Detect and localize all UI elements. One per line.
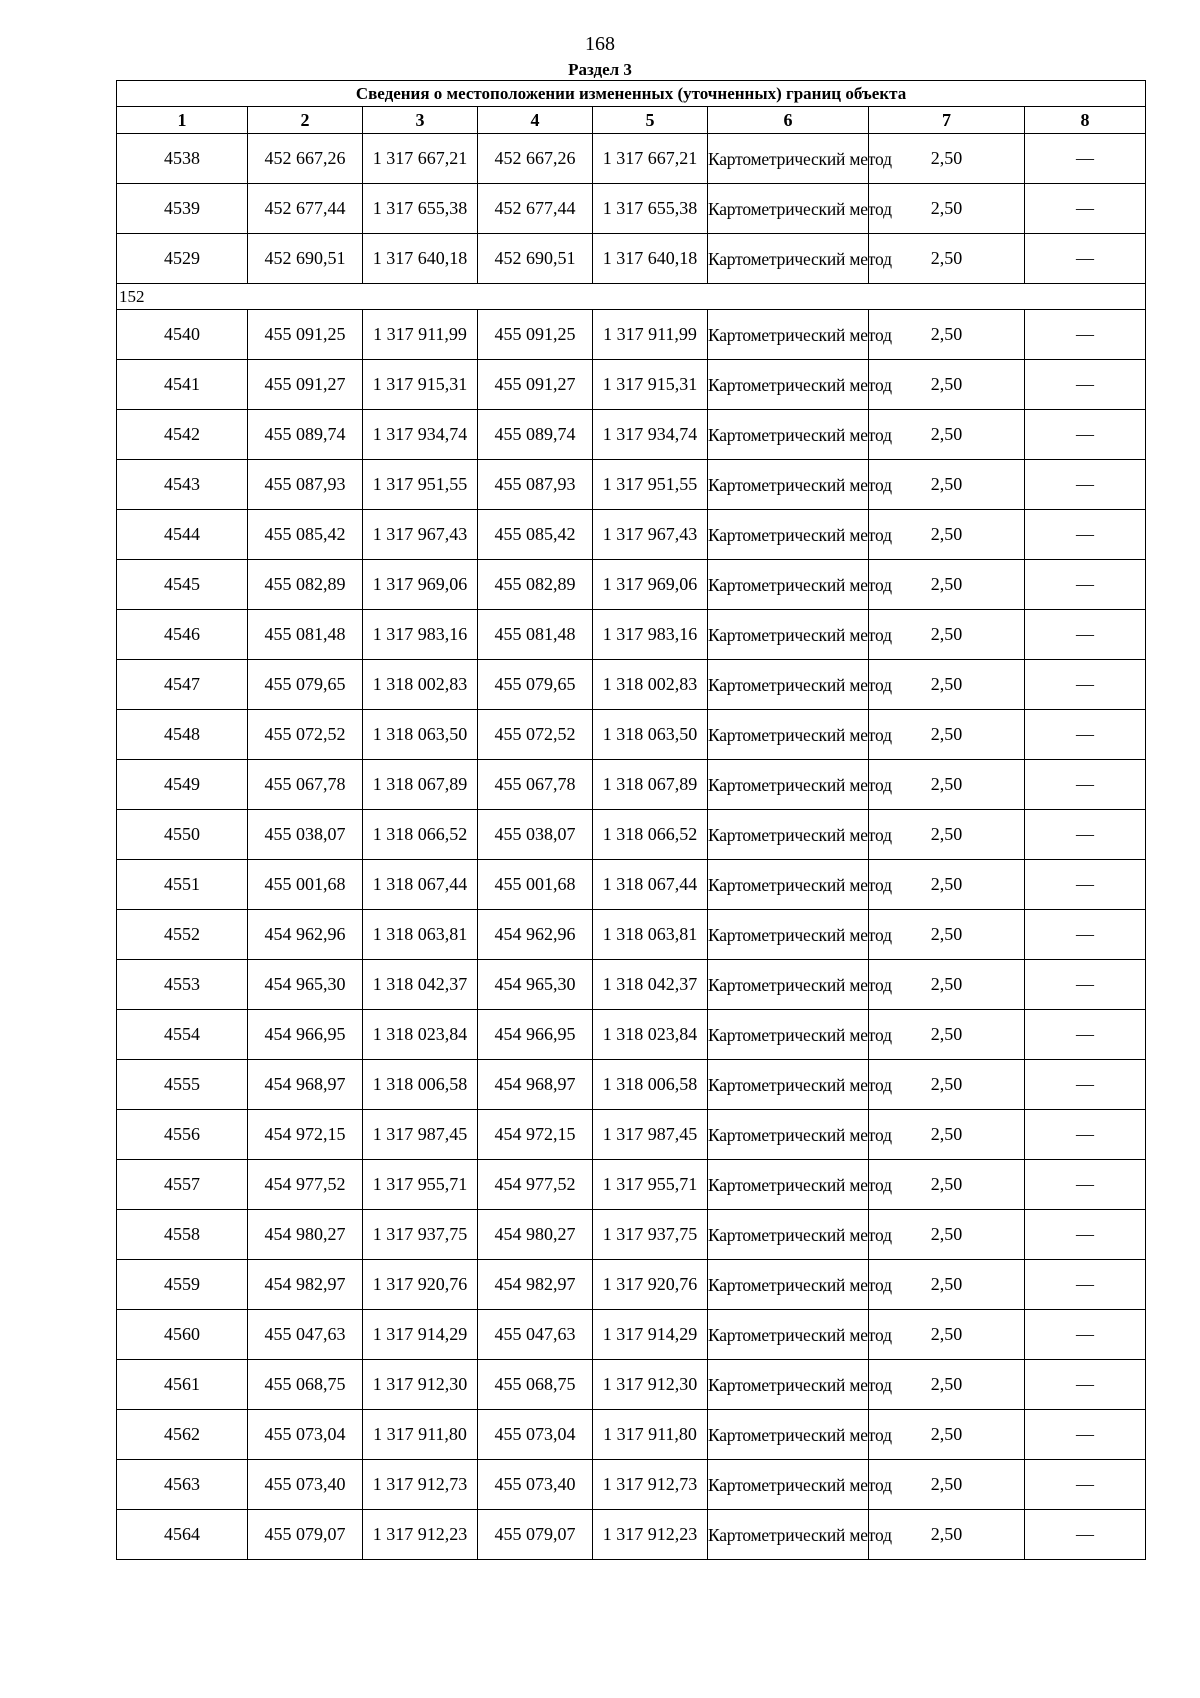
table-row (117, 1360, 1146, 1410)
table-row (117, 910, 1146, 960)
accuracy-cell: 2,50 (869, 234, 1025, 284)
y-new-cell: 1 317 914,29 (593, 1310, 708, 1360)
x-existing-cell: 455 001,68 (248, 860, 363, 910)
table-row (117, 1260, 1146, 1310)
method-cell: Картометрический метод (708, 710, 869, 760)
x-new-cell: 455 038,07 (478, 810, 593, 860)
y-new-cell: 1 317 911,99 (593, 310, 708, 360)
method-cell: Картометрический метод (708, 1260, 869, 1310)
x-existing-cell: 455 047,63 (248, 1310, 363, 1360)
method-cell: Картометрический метод (708, 134, 869, 184)
point-number-cell: 4553 (117, 960, 248, 1010)
y-existing-cell: 1 318 067,44 (363, 860, 478, 910)
accuracy-cell: 2,50 (869, 910, 1025, 960)
y-new-cell: 1 317 912,73 (593, 1460, 708, 1510)
y-new-cell: 1 317 920,76 (593, 1260, 708, 1310)
method-cell: Картометрический метод (708, 860, 869, 910)
y-existing-cell: 1 317 934,74 (363, 410, 478, 460)
table-row (117, 1510, 1146, 1560)
column-header: 8 (1025, 107, 1146, 134)
accuracy-cell: 2,50 (869, 310, 1025, 360)
description-cell: — (1025, 1460, 1146, 1510)
method-cell: Картометрический метод (708, 1460, 869, 1510)
y-new-cell: 1 318 067,89 (593, 760, 708, 810)
x-new-cell: 452 667,26 (478, 134, 593, 184)
y-existing-cell: 1 317 912,73 (363, 1460, 478, 1510)
point-number-cell: 4559 (117, 1260, 248, 1310)
y-existing-cell: 1 317 983,16 (363, 610, 478, 660)
table-row (117, 184, 1146, 234)
x-existing-cell: 455 079,65 (248, 660, 363, 710)
y-existing-cell: 1 317 667,21 (363, 134, 478, 184)
method-cell: Картометрический метод (708, 810, 869, 860)
method-cell: Картометрический метод (708, 1010, 869, 1060)
table-row (117, 410, 1146, 460)
point-number-cell: 4552 (117, 910, 248, 960)
accuracy-cell: 2,50 (869, 1260, 1025, 1310)
x-existing-cell: 454 977,52 (248, 1160, 363, 1210)
y-existing-cell: 1 317 967,43 (363, 510, 478, 560)
y-existing-cell: 1 317 640,18 (363, 234, 478, 284)
accuracy-cell: 2,50 (869, 760, 1025, 810)
x-existing-cell: 455 068,75 (248, 1360, 363, 1410)
description-cell: — (1025, 460, 1146, 510)
table-row (117, 960, 1146, 1010)
description-cell: — (1025, 184, 1146, 234)
x-new-cell: 452 690,51 (478, 234, 593, 284)
y-existing-cell: 1 317 955,71 (363, 1160, 478, 1210)
y-existing-cell: 1 317 914,29 (363, 1310, 478, 1360)
description-cell: — (1025, 360, 1146, 410)
method-cell: Картометрический метод (708, 1360, 869, 1410)
column-header: 1 (117, 107, 248, 134)
x-new-cell: 455 091,25 (478, 310, 593, 360)
accuracy-cell: 2,50 (869, 560, 1025, 610)
section-title: Раздел 3 (568, 60, 632, 79)
x-new-cell: 454 965,30 (478, 960, 593, 1010)
x-existing-cell: 455 067,78 (248, 760, 363, 810)
table-row (117, 860, 1146, 910)
method-cell: Картометрический метод (708, 184, 869, 234)
method-cell: Картометрический метод (708, 960, 869, 1010)
method-cell: Картометрический метод (708, 1060, 869, 1110)
method-cell: Картометрический метод (708, 660, 869, 710)
table-row (117, 610, 1146, 660)
accuracy-cell: 2,50 (869, 1510, 1025, 1560)
page-number: 168 (585, 33, 615, 55)
description-cell: — (1025, 1510, 1146, 1560)
y-existing-cell: 1 317 987,45 (363, 1110, 478, 1160)
y-new-cell: 1 317 912,30 (593, 1360, 708, 1410)
description-cell: — (1025, 860, 1146, 910)
table-row (117, 360, 1146, 410)
point-number-cell: 4555 (117, 1060, 248, 1110)
x-existing-cell: 455 079,07 (248, 1510, 363, 1560)
accuracy-cell: 2,50 (869, 134, 1025, 184)
x-existing-cell: 455 085,42 (248, 510, 363, 560)
y-existing-cell: 1 317 655,38 (363, 184, 478, 234)
y-new-cell: 1 317 934,74 (593, 410, 708, 460)
method-cell: Картометрический метод (708, 910, 869, 960)
y-existing-cell: 1 318 002,83 (363, 660, 478, 710)
method-cell: Картометрический метод (708, 560, 869, 610)
method-cell: Картометрический метод (708, 1510, 869, 1560)
point-number-cell: 4548 (117, 710, 248, 760)
table-body (117, 134, 1146, 1560)
method-cell: Картометрический метод (708, 510, 869, 560)
point-number-cell: 4558 (117, 1210, 248, 1260)
column-header: 4 (478, 107, 593, 134)
point-number-cell: 4549 (117, 760, 248, 810)
y-existing-cell: 1 317 912,23 (363, 1510, 478, 1560)
method-cell: Картометрический метод (708, 1410, 869, 1460)
y-new-cell: 1 318 063,50 (593, 710, 708, 760)
accuracy-cell: 2,50 (869, 510, 1025, 560)
point-number-cell: 4541 (117, 360, 248, 410)
point-number-cell: 4539 (117, 184, 248, 234)
description-cell: — (1025, 560, 1146, 610)
x-existing-cell: 455 082,89 (248, 560, 363, 610)
table-row (117, 710, 1146, 760)
x-new-cell: 454 972,15 (478, 1110, 593, 1160)
x-new-cell: 454 982,97 (478, 1260, 593, 1310)
y-existing-cell: 1 318 042,37 (363, 960, 478, 1010)
x-new-cell: 455 085,42 (478, 510, 593, 560)
accuracy-cell: 2,50 (869, 860, 1025, 910)
y-existing-cell: 1 317 920,76 (363, 1260, 478, 1310)
description-cell: — (1025, 760, 1146, 810)
x-existing-cell: 455 091,27 (248, 360, 363, 410)
y-new-cell: 1 317 912,23 (593, 1510, 708, 1560)
description-cell: — (1025, 1310, 1146, 1360)
x-new-cell: 454 980,27 (478, 1210, 593, 1260)
x-existing-cell: 455 073,04 (248, 1410, 363, 1460)
y-existing-cell: 1 318 063,50 (363, 710, 478, 760)
point-number-cell: 4540 (117, 310, 248, 360)
x-new-cell: 455 089,74 (478, 410, 593, 460)
y-new-cell: 1 317 640,18 (593, 234, 708, 284)
point-number-cell: 4561 (117, 1360, 248, 1410)
x-existing-cell: 454 962,96 (248, 910, 363, 960)
description-cell: — (1025, 660, 1146, 710)
accuracy-cell: 2,50 (869, 360, 1025, 410)
y-existing-cell: 1 317 969,06 (363, 560, 478, 610)
description-cell: — (1025, 1160, 1146, 1210)
method-cell: Картометрический метод (708, 1310, 869, 1360)
description-cell: — (1025, 810, 1146, 860)
point-number-cell: 4544 (117, 510, 248, 560)
method-cell: Картометрический метод (708, 610, 869, 660)
x-new-cell: 455 082,89 (478, 560, 593, 610)
y-existing-cell: 1 317 911,80 (363, 1410, 478, 1460)
x-existing-cell: 454 982,97 (248, 1260, 363, 1310)
y-new-cell: 1 317 951,55 (593, 460, 708, 510)
point-number-cell: 4542 (117, 410, 248, 460)
y-existing-cell: 1 317 937,75 (363, 1210, 478, 1260)
point-number-cell: 4546 (117, 610, 248, 660)
point-number-cell: 4547 (117, 660, 248, 710)
column-header: 5 (593, 107, 708, 134)
description-cell: — (1025, 910, 1146, 960)
y-new-cell: 1 318 042,37 (593, 960, 708, 1010)
method-cell: Картометрический метод (708, 1110, 869, 1160)
description-cell: — (1025, 134, 1146, 184)
accuracy-cell: 2,50 (869, 610, 1025, 660)
method-cell: Картометрический метод (708, 460, 869, 510)
point-number-cell: 4543 (117, 460, 248, 510)
point-number-cell: 4545 (117, 560, 248, 610)
method-cell: Картометрический метод (708, 234, 869, 284)
accuracy-cell: 2,50 (869, 1110, 1025, 1160)
x-existing-cell: 454 972,15 (248, 1110, 363, 1160)
x-existing-cell: 454 968,97 (248, 1060, 363, 1110)
x-existing-cell: 455 073,40 (248, 1460, 363, 1510)
y-new-cell: 1 317 955,71 (593, 1160, 708, 1210)
x-new-cell: 455 067,78 (478, 760, 593, 810)
x-new-cell: 455 073,40 (478, 1460, 593, 1510)
description-cell: — (1025, 610, 1146, 660)
accuracy-cell: 2,50 (869, 660, 1025, 710)
accuracy-cell: 2,50 (869, 1460, 1025, 1510)
table-row (117, 810, 1146, 860)
accuracy-cell: 2,50 (869, 1360, 1025, 1410)
table-row (117, 660, 1146, 710)
group-label-row (117, 284, 1146, 310)
x-existing-cell: 454 980,27 (248, 1210, 363, 1260)
accuracy-cell: 2,50 (869, 1210, 1025, 1260)
x-existing-cell: 455 072,52 (248, 710, 363, 760)
description-cell: — (1025, 710, 1146, 760)
point-number-cell: 4557 (117, 1160, 248, 1210)
description-cell: — (1025, 1360, 1146, 1410)
y-new-cell: 1 318 063,81 (593, 910, 708, 960)
x-existing-cell: 452 690,51 (248, 234, 363, 284)
table-row (117, 1210, 1146, 1260)
x-new-cell: 454 962,96 (478, 910, 593, 960)
method-cell: Картометрический метод (708, 310, 869, 360)
x-new-cell: 454 968,97 (478, 1060, 593, 1110)
table-row (117, 134, 1146, 184)
table-header-row (117, 107, 1146, 134)
column-header: 6 (708, 107, 869, 134)
y-new-cell: 1 317 967,43 (593, 510, 708, 560)
column-header: 2 (248, 107, 363, 134)
x-new-cell: 455 079,65 (478, 660, 593, 710)
table-row (117, 234, 1146, 284)
table-caption: Сведения о местоположении измененных (уточненных) границ объекта (117, 81, 1146, 107)
description-cell: — (1025, 234, 1146, 284)
point-number-cell: 4554 (117, 1010, 248, 1060)
y-new-cell: 1 317 655,38 (593, 184, 708, 234)
x-existing-cell: 454 966,95 (248, 1010, 363, 1060)
y-existing-cell: 1 318 006,58 (363, 1060, 478, 1110)
description-cell: — (1025, 1260, 1146, 1310)
point-number-cell: 4564 (117, 1510, 248, 1560)
y-new-cell: 1 318 066,52 (593, 810, 708, 860)
point-number-cell: 4562 (117, 1410, 248, 1460)
y-new-cell: 1 318 002,83 (593, 660, 708, 710)
description-cell: — (1025, 1060, 1146, 1110)
accuracy-cell: 2,50 (869, 184, 1025, 234)
x-existing-cell: 455 091,25 (248, 310, 363, 360)
x-new-cell: 455 079,07 (478, 1510, 593, 1560)
x-new-cell: 454 977,52 (478, 1160, 593, 1210)
table-row (117, 1410, 1146, 1460)
group-label: 152 (117, 284, 1146, 310)
x-new-cell: 454 966,95 (478, 1010, 593, 1060)
x-existing-cell: 455 089,74 (248, 410, 363, 460)
table-row (117, 760, 1146, 810)
x-new-cell: 455 073,04 (478, 1410, 593, 1460)
point-number-cell: 4556 (117, 1110, 248, 1160)
y-new-cell: 1 317 911,80 (593, 1410, 708, 1460)
x-existing-cell: 455 081,48 (248, 610, 363, 660)
description-cell: — (1025, 1210, 1146, 1260)
accuracy-cell: 2,50 (869, 1410, 1025, 1460)
description-cell: — (1025, 310, 1146, 360)
x-new-cell: 455 087,93 (478, 460, 593, 510)
x-new-cell: 455 072,52 (478, 710, 593, 760)
table-row (117, 460, 1146, 510)
method-cell: Картометрический метод (708, 760, 869, 810)
table-row (117, 1010, 1146, 1060)
y-new-cell: 1 317 915,31 (593, 360, 708, 410)
accuracy-cell: 2,50 (869, 410, 1025, 460)
description-cell: — (1025, 960, 1146, 1010)
x-existing-cell: 452 667,26 (248, 134, 363, 184)
y-new-cell: 1 317 937,75 (593, 1210, 708, 1260)
y-existing-cell: 1 317 951,55 (363, 460, 478, 510)
column-header: 3 (363, 107, 478, 134)
x-new-cell: 455 091,27 (478, 360, 593, 410)
accuracy-cell: 2,50 (869, 460, 1025, 510)
y-new-cell: 1 318 023,84 (593, 1010, 708, 1060)
table-caption-row (117, 81, 1146, 107)
x-new-cell: 452 677,44 (478, 184, 593, 234)
table-row (117, 1060, 1146, 1110)
x-existing-cell: 454 965,30 (248, 960, 363, 1010)
y-new-cell: 1 317 983,16 (593, 610, 708, 660)
y-new-cell: 1 317 667,21 (593, 134, 708, 184)
y-existing-cell: 1 318 066,52 (363, 810, 478, 860)
accuracy-cell: 2,50 (869, 1060, 1025, 1110)
table-row (117, 1160, 1146, 1210)
description-cell: — (1025, 1010, 1146, 1060)
point-number-cell: 4560 (117, 1310, 248, 1360)
y-new-cell: 1 318 006,58 (593, 1060, 708, 1110)
accuracy-cell: 2,50 (869, 960, 1025, 1010)
description-cell: — (1025, 1110, 1146, 1160)
method-cell: Картометрический метод (708, 1160, 869, 1210)
accuracy-cell: 2,50 (869, 710, 1025, 760)
table-row (117, 310, 1146, 360)
description-cell: — (1025, 1410, 1146, 1460)
point-number-cell: 4550 (117, 810, 248, 860)
method-cell: Картометрический метод (708, 410, 869, 460)
point-number-cell: 4563 (117, 1460, 248, 1510)
description-cell: — (1025, 410, 1146, 460)
table-row (117, 560, 1146, 610)
x-new-cell: 455 068,75 (478, 1360, 593, 1410)
accuracy-cell: 2,50 (869, 1010, 1025, 1060)
y-new-cell: 1 317 969,06 (593, 560, 708, 610)
point-number-cell: 4538 (117, 134, 248, 184)
x-existing-cell: 455 038,07 (248, 810, 363, 860)
y-new-cell: 1 317 987,45 (593, 1110, 708, 1160)
y-existing-cell: 1 318 067,89 (363, 760, 478, 810)
x-new-cell: 455 081,48 (478, 610, 593, 660)
y-existing-cell: 1 317 912,30 (363, 1360, 478, 1410)
coordinates-table (116, 80, 1146, 1560)
accuracy-cell: 2,50 (869, 1160, 1025, 1210)
y-existing-cell: 1 318 063,81 (363, 910, 478, 960)
point-number-cell: 4551 (117, 860, 248, 910)
accuracy-cell: 2,50 (869, 810, 1025, 860)
method-cell: Картометрический метод (708, 360, 869, 410)
table-row (117, 510, 1146, 560)
x-new-cell: 455 047,63 (478, 1310, 593, 1360)
x-existing-cell: 452 677,44 (248, 184, 363, 234)
table-row (117, 1310, 1146, 1360)
description-cell: — (1025, 510, 1146, 560)
x-existing-cell: 455 087,93 (248, 460, 363, 510)
y-existing-cell: 1 318 023,84 (363, 1010, 478, 1060)
point-number-cell: 4529 (117, 234, 248, 284)
method-cell: Картометрический метод (708, 1210, 869, 1260)
y-new-cell: 1 318 067,44 (593, 860, 708, 910)
table-row (117, 1110, 1146, 1160)
x-new-cell: 455 001,68 (478, 860, 593, 910)
column-header: 7 (869, 107, 1025, 134)
y-existing-cell: 1 317 915,31 (363, 360, 478, 410)
accuracy-cell: 2,50 (869, 1310, 1025, 1360)
table-row (117, 1460, 1146, 1510)
y-existing-cell: 1 317 911,99 (363, 310, 478, 360)
